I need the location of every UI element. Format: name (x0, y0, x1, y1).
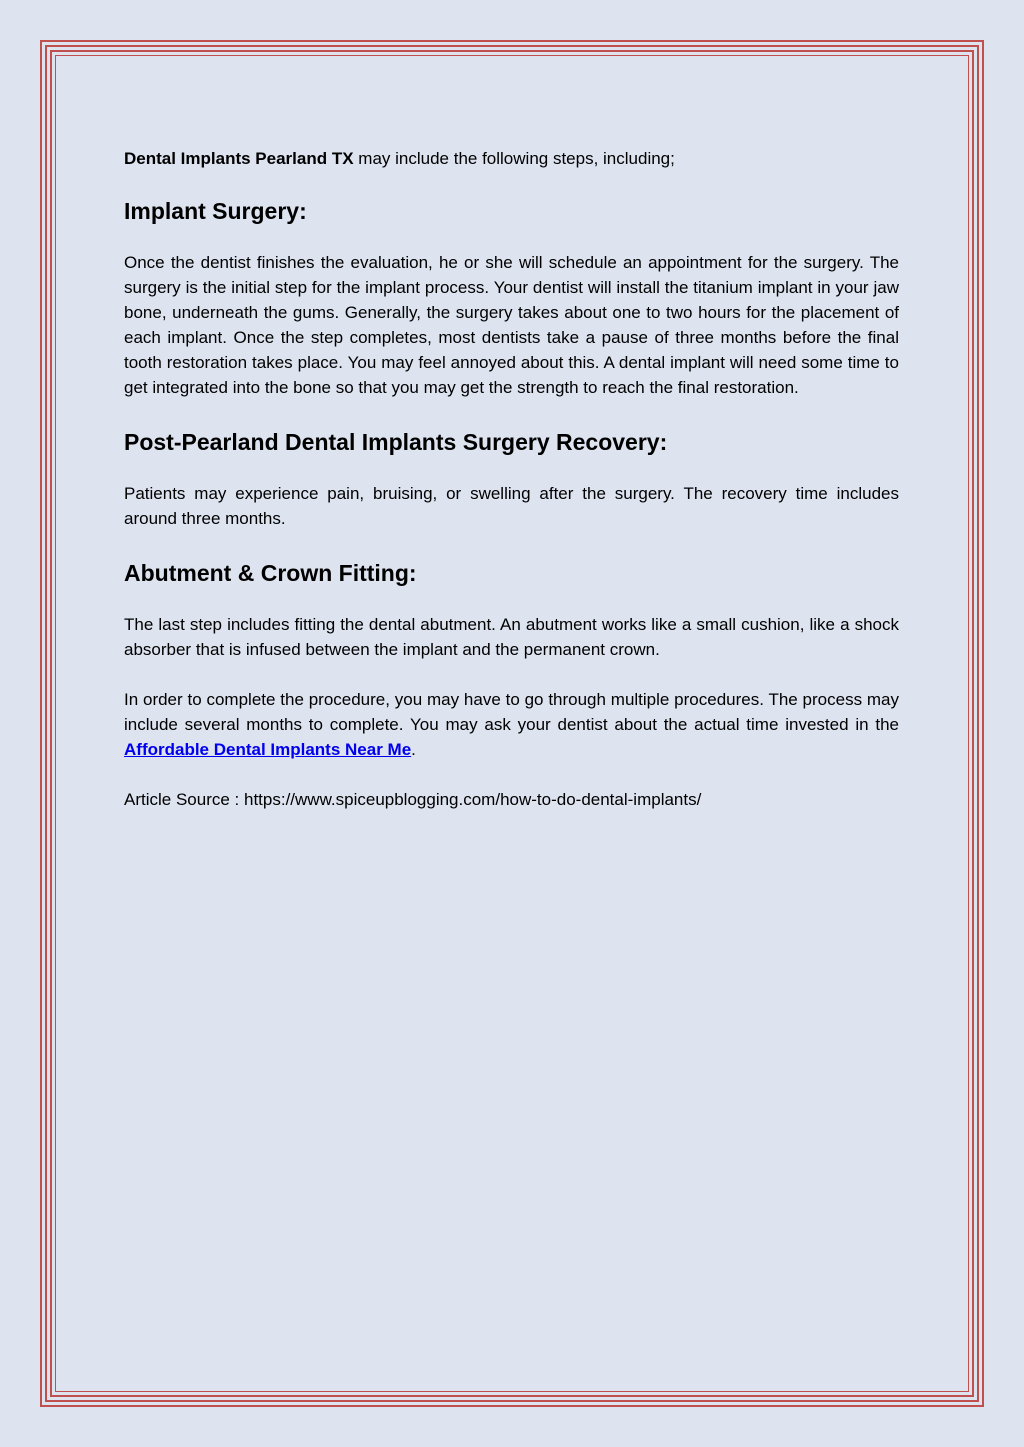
heading-abutment-crown: Abutment & Crown Fitting: (124, 560, 417, 586)
paragraph-closing (124, 687, 899, 762)
closing-text-before-link: In order to complete the procedure, you may have to go through multiple procedures. The process may include several months to complete. You may ask your dentist about the actual time invested in the (124, 690, 899, 734)
paragraph-recovery: Patients may experience pain, bruising, or swelling after the surgery. The recovery time includes around three months. (124, 484, 899, 528)
intro-paragraph (124, 146, 899, 171)
intro-text: may include the following steps, including; (353, 149, 675, 168)
paragraph-implant-surgery: Once the dentist finishes the evaluation, he or she will schedule an appointment for the surgery. The surgery is the initial step for the implant process. Your dentist will install the titanium implant in your jaw bone, underneath the gums. Generally, the surgery takes about one to two hours for the placement of each implant. Once the step completes, most dentists take a pause of three months before the final tooth restoration takes place. You may feel annoyed about this. A dental implant will need some time to get integrated into the bone so that you may get the strength to reach the final restoration. (124, 253, 899, 397)
affordable-dental-implants-link[interactable]: Affordable Dental Implants Near Me (124, 740, 412, 759)
paragraph-abutment-crown: The last step includes fitting the dental abutment. An abutment works like a small cushion, like a shock absorber that is infused between the implant and the permanent crown. (124, 615, 899, 659)
heading-implant-surgery: Implant Surgery: (124, 198, 307, 224)
intro-bold-keyword: Dental Implants Pearland TX (124, 149, 354, 168)
document-content (124, 146, 899, 812)
closing-text-after-link: . (411, 740, 416, 759)
heading-recovery: Post-Pearland Dental Implants Surgery Recovery: (124, 429, 668, 455)
article-source: Article Source : https://www.spiceupblogging.com/how-to-do-dental-implants/ (124, 790, 702, 809)
